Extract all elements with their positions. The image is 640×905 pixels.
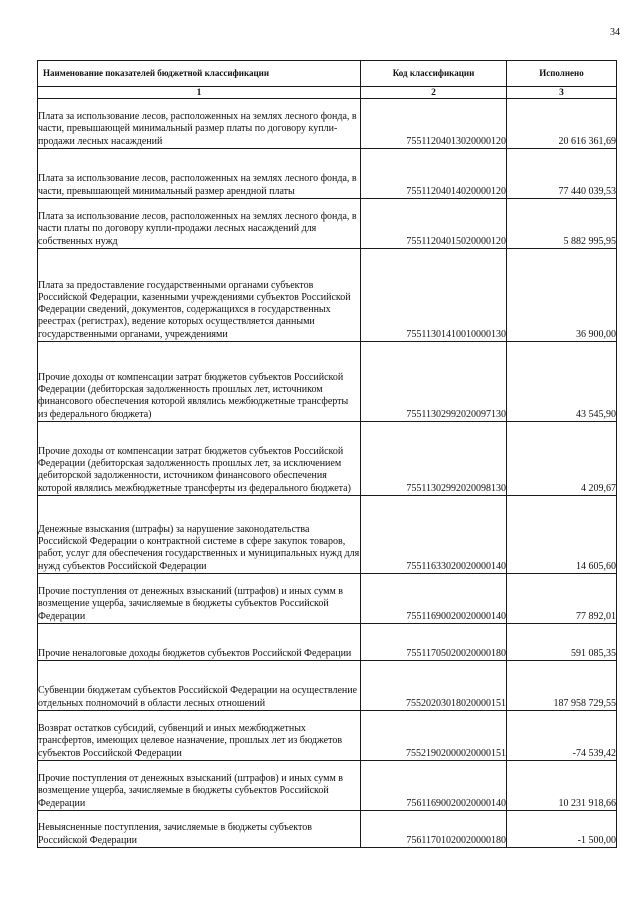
classification-code: 75611690020020000140 (361, 761, 507, 811)
executed-amount: 43 545,90 (507, 342, 617, 422)
indicator-name: Прочие поступления от денежных взысканий (штрафов) и иных сумм в возмещение ущерба, зачисляемые в бюджеты субъектов Российской Федерации (38, 761, 361, 811)
table-row (38, 99, 617, 149)
classification-code: 75511204013020000120 (361, 99, 507, 149)
column-number: 3 (507, 87, 617, 99)
executed-amount: 36 900,00 (507, 249, 617, 342)
indicator-name: Денежные взыскания (штрафы) за нарушение законодательства Российской Федерации о контрактной системе в сфере закупок товаров, работ, услуг для обеспечения государственных и муниципальных нужд для нужд субъектов Российской Федерации (38, 496, 361, 574)
classification-code: 75511204015020000120 (361, 199, 507, 249)
classification-code: 75511301410010000130 (361, 249, 507, 342)
table-row (38, 422, 617, 496)
column-number: 2 (361, 87, 507, 99)
table-row (38, 574, 617, 624)
table-header-row (38, 61, 617, 87)
budget-classification-table (37, 60, 617, 848)
classification-code: 75611701020020000180 (361, 811, 507, 848)
table-row (38, 199, 617, 249)
indicator-name: Возврат остатков субсидий, субвенций и иных межбюджетных трансфертов, имеющих целевое назначение, прошлых лет из бюджетов субъектов Российской Федерации (38, 711, 361, 761)
classification-code: 75521902000020000151 (361, 711, 507, 761)
table-row (38, 249, 617, 342)
executed-amount: 10 231 918,66 (507, 761, 617, 811)
indicator-name: Невыясненные поступления, зачисляемые в бюджеты субъектов Российской Федерации (38, 811, 361, 848)
header-indicator-name: Наименование показателей бюджетной классификации (38, 61, 361, 87)
table-row (38, 711, 617, 761)
header-executed: Исполнено (507, 61, 617, 87)
classification-code: 75511302992020098130 (361, 422, 507, 496)
executed-amount: 77 440 039,53 (507, 149, 617, 199)
indicator-name: Прочие поступления от денежных взысканий (штрафов) и иных сумм в возмещение ущерба, зачисляемые в бюджеты субъектов Российской Федерации (38, 574, 361, 624)
indicator-name: Прочие неналоговые доходы бюджетов субъектов Российской Федерации (38, 624, 361, 661)
executed-amount: -74 539,42 (507, 711, 617, 761)
classification-code: 75511204014020000120 (361, 149, 507, 199)
table-row (38, 496, 617, 574)
table-row (38, 624, 617, 661)
classification-code: 75520203018020000151 (361, 661, 507, 711)
indicator-name: Плата за предоставление государственными органами субъектов Российской Федерации, казенными учреждениями субъектов Российской Федерации сведений, документов, содержащихся в государственных реестрах (регистрах), ведение которых осуществляется данными государственными органами, учреждениями (38, 249, 361, 342)
executed-amount: 5 882 995,95 (507, 199, 617, 249)
executed-amount: 4 209,67 (507, 422, 617, 496)
executed-amount: 187 958 729,55 (507, 661, 617, 711)
classification-code: 75511633020020000140 (361, 496, 507, 574)
indicator-name: Субвенции бюджетам субъектов Российской Федерации на осуществление отдельных полномочий в области лесных отношений (38, 661, 361, 711)
table-row (38, 149, 617, 199)
table-row (38, 761, 617, 811)
indicator-name: Прочие доходы от компенсации затрат бюджетов субъектов Российской Федерации (дебиторская задолженность прошлых лет, источником финансового обеспечения которой являлись межбюджетные трансферты из федерального бюджета) (38, 342, 361, 422)
column-number: 1 (38, 87, 361, 99)
classification-code: 75511690020020000140 (361, 574, 507, 624)
page-number: 34 (610, 27, 620, 38)
header-classification-code: Код классификации (361, 61, 507, 87)
table-row (38, 811, 617, 848)
indicator-name: Плата за использование лесов, расположенных на землях лесного фонда, в части платы по договору купли-продажи лесных насаждений для собственных нужд (38, 199, 361, 249)
executed-amount: 14 605,60 (507, 496, 617, 574)
indicator-name: Плата за использование лесов, расположенных на землях лесного фонда, в части, превышающей минимальный размер арендной платы (38, 149, 361, 199)
executed-amount: 77 892,01 (507, 574, 617, 624)
executed-amount: 591 085,35 (507, 624, 617, 661)
column-number-row (38, 87, 617, 99)
table-row (38, 342, 617, 422)
indicator-name: Плата за использование лесов, расположенных на землях лесного фонда, в части, превышающей минимальный размер платы по договору купли-продажи лесных насаждений (38, 99, 361, 149)
executed-amount: 20 616 361,69 (507, 99, 617, 149)
table-row (38, 661, 617, 711)
classification-code: 75511705020020000180 (361, 624, 507, 661)
classification-code: 75511302992020097130 (361, 342, 507, 422)
indicator-name: Прочие доходы от компенсации затрат бюджетов субъектов Российской Федерации (дебиторская задолженность прошлых лет, за исключением дебиторской задолженности, источником финансового обеспечения которой являлись межбюджетные трансферты из федерального бюджета) (38, 422, 361, 496)
executed-amount: -1 500,00 (507, 811, 617, 848)
